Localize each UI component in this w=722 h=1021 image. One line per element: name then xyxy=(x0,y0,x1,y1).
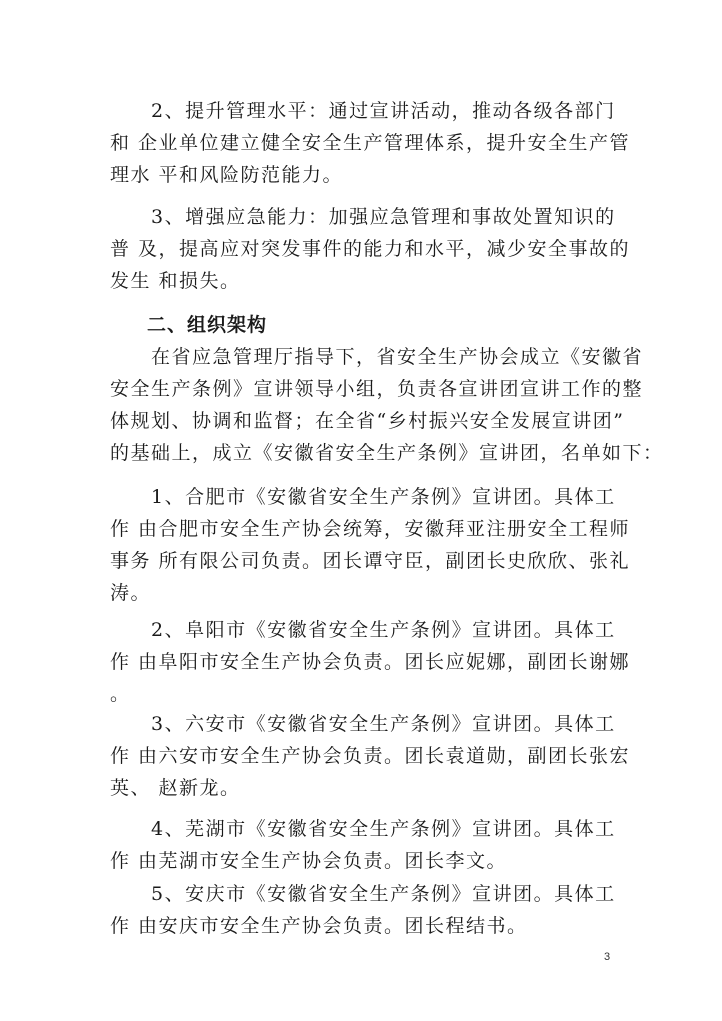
text-line: 理水 平和风险防范能力。 xyxy=(110,164,344,186)
text-line: 普 及，提高应对突发事件的能力和水平，减少安全事故的 xyxy=(110,238,631,260)
text-line: 安全生产条例》宣讲领导小组，负责各宣讲团宣讲工作的整 xyxy=(110,378,644,400)
paragraph-goal-2 xyxy=(110,95,631,191)
text-line: 作 由六安市安全生产协会负责。团长袁道勋，副团长张宏 xyxy=(110,745,631,767)
text-line: 体规划、协调和监督；在全省“乡村振兴安全发展宣讲团” xyxy=(110,410,625,432)
paragraph-group-luan xyxy=(110,708,631,804)
text-line: 2、阜阳市《安徽省安全生产条例》宣讲团。具体工 xyxy=(110,619,616,641)
text-line: 2、提升管理水平：通过宣讲活动，推动各级各部门 xyxy=(110,100,616,122)
text-line: 的基础上，成立《安徽省安全生产条例》宣讲团，名单如下： xyxy=(110,442,664,464)
text-line: 在省应急管理厅指导下，省安全生产协会成立《安徽省 xyxy=(110,346,644,368)
paragraph-goal-3 xyxy=(110,201,631,297)
text-line: 4、芜湖市《安徽省安全生产条例》宣讲团。具体工 xyxy=(110,818,616,840)
page-number: 3 xyxy=(604,951,611,963)
paragraph-group-wuhu xyxy=(110,813,616,877)
text-line: 1、合肥市《安徽省安全生产条例》宣讲团。具体工 xyxy=(110,486,616,508)
text-line: 作 由合肥市安全生产协会统筹，安徽拜亚注册安全工程师 xyxy=(110,518,631,540)
text-line: 5、安庆市《安徽省安全生产条例》宣讲团。具体工 xyxy=(110,883,616,905)
text-line: 和 企业单位建立健全安全生产管理体系，提升安全生产管 xyxy=(110,132,631,154)
text-line: 事务 所有限公司负责。团长谭守臣，副团长史欣欣、张礼 xyxy=(110,550,631,572)
text-line: 作 由阜阳市安全生产协会负责。团长应妮娜，副团长谢娜 xyxy=(110,651,631,673)
paragraph-group-hefei xyxy=(110,481,631,609)
text-line: 3、增强应急能力：加强应急管理和事故处置知识的 xyxy=(110,206,616,228)
text-line: 发生 和损失。 xyxy=(110,270,241,292)
text-line: 涛。 xyxy=(110,582,152,604)
section-heading: 二、组织架构 xyxy=(147,314,268,336)
text-line: 3、六安市《安徽省安全生产条例》宣讲团。具体工 xyxy=(110,713,616,735)
paragraph-organization xyxy=(110,341,664,469)
text-line: 作 由安庆市安全生产协会负责。团长程结书。 xyxy=(110,915,528,937)
text-line: 英、 赵新龙。 xyxy=(110,777,241,799)
text-line: 作 由芜湖市安全生产协会负责。团长李文。 xyxy=(110,850,508,872)
text-line: 。 xyxy=(110,683,131,705)
paragraph-group-fuyang xyxy=(110,614,631,710)
paragraph-group-anqing xyxy=(110,878,616,942)
